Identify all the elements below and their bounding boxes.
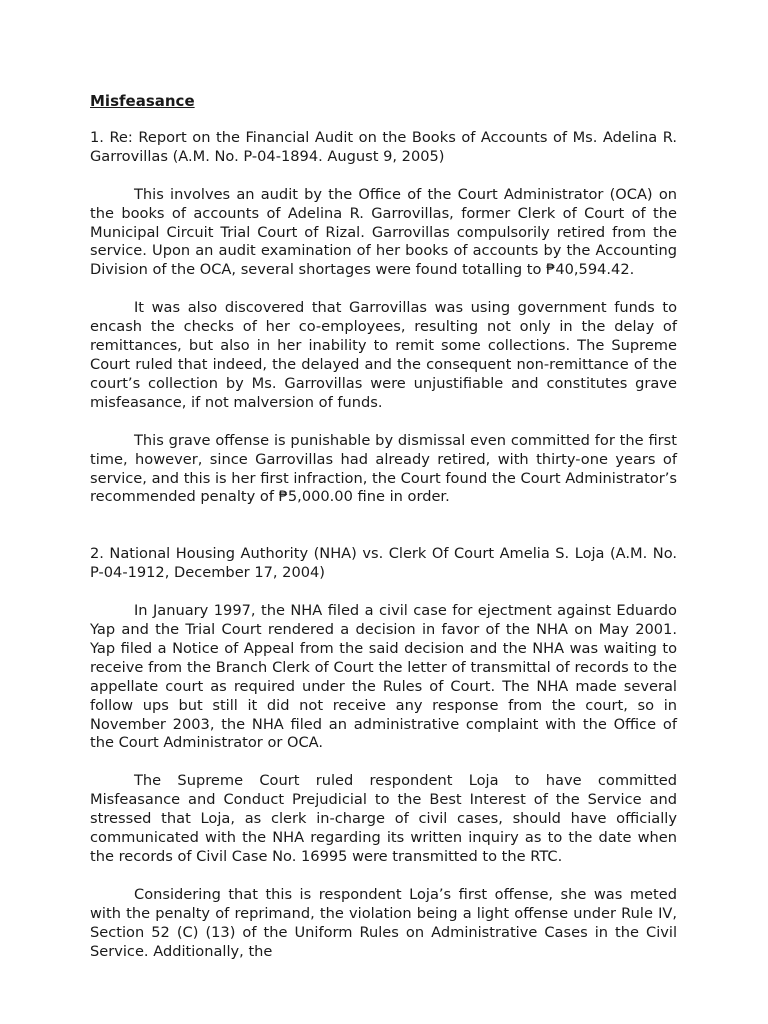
case-1-paragraph-3: This grave offense is punishable by dismissal even committed for the first time, however, since Garrovillas had already retired, with thirty-one years of service, and this is her first infraction, the Court found the Court Administrator’s recommended penalty of ₱5,000.00 fine in order. <box>90 431 677 506</box>
case-1-paragraph-2: It was also discovered that Garrovillas was using government funds to encash the checks of her co-employees, resulting not only in the delay of remittances, but also in her inability to remit some collections. The Supreme Court ruled that indeed, the delayed and the consequent non-remittance of the court’s collection by Ms. Garrovillas were unjustifiable and constitutes grave misfeasance, if not malversion of funds. <box>90 299 677 411</box>
case-2-paragraph-2: The Supreme Court ruled respondent Loja to have committed Misfeasance and Conduct Prejudicial to the Best Interest of the Service and stressed that Loja, as clerk in-charge of civil cases, should have officially communicated with the NHA regarding its written inquiry as to the date when the records of Civil Case No. 16995 were transmitted to the RTC. <box>90 772 677 865</box>
document-body <box>90 92 677 962</box>
case-1-paragraph-1: This involves an audit by the Office of the Court Administrator (OCA) on the books of accounts of Adelina R. Garrovillas, former Clerk of Court of the Municipal Circuit Trial Court of Rizal. Garrovillas compulsorily retired from the service. Upon an audit examination of her books of accounts by the Accounting Division of the OCA, several shortages were found totalling to ₱40,594.42. <box>90 185 677 279</box>
case-2-title: 2. National Housing Authority (NHA) vs. Clerk Of Court Amelia S. Loja (A.M. No. P-04-1912, December 17, 2004) <box>90 545 677 582</box>
case-2-paragraph-3: Considering that this is respondent Loja’s first offense, she was meted with the penalty of reprimand, the violation being a light offense under Rule IV, Section 52 (C) (13) of the Uniform Rules on Administrative Cases in the Civil Service. Additionally, the <box>90 885 677 960</box>
case-1-title: 1. Re: Report on the Financial Audit on the Books of Accounts of Ms. Adelina R. Garrovillas (A.M. No. P-04-1894. August 9, 2005) <box>90 128 677 165</box>
section-heading: Misfeasance <box>90 92 195 110</box>
case-2-paragraph-1: In January 1997, the NHA filed a civil case for ejectment against Eduardo Yap and the Trial Court rendered a decision in favor of the NHA on May 2001. Yap filed a Notice of Appeal from the said decision and the NHA was waiting to receive from the Branch Clerk of Court the letter of transmittal of records to the appellate court as required under the Rules of Court. The NHA made several follow ups but still it did not receive any response from the court, so in November 2003, the NHA filed an administrative complaint with the Office of the Court Administrator or OCA. <box>90 602 677 752</box>
